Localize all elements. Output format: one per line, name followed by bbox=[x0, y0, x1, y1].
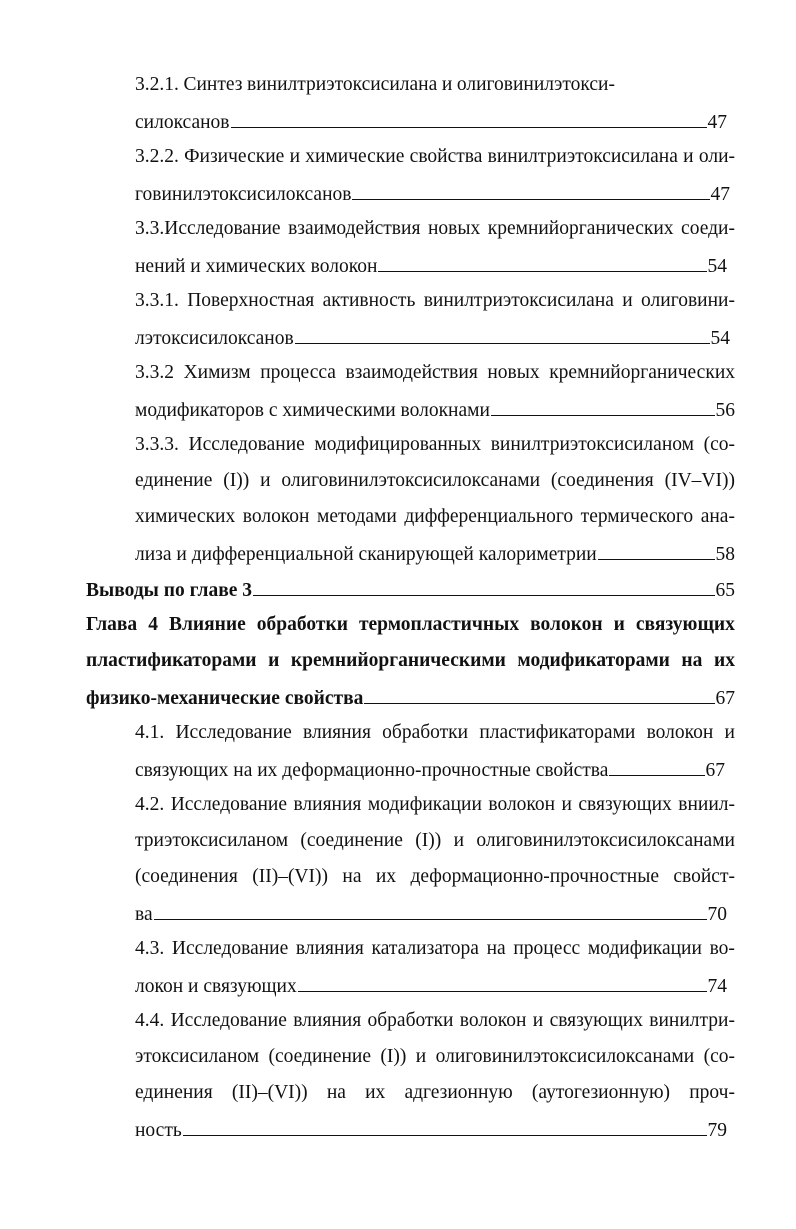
toc-entry[interactable]: модификаторов с химическими волокнами 56 bbox=[135, 396, 735, 424]
toc-entry[interactable]: лэтоксисилоксанов 54 bbox=[135, 324, 730, 352]
word: (со- bbox=[703, 1046, 735, 1067]
word: и bbox=[683, 146, 694, 167]
word: 3.3.2 bbox=[135, 362, 174, 383]
word: пластификаторами bbox=[479, 722, 636, 743]
word: химических bbox=[135, 506, 236, 527]
word: единение bbox=[135, 470, 213, 491]
word: 3.2.1. bbox=[135, 74, 179, 95]
word: единения bbox=[135, 1082, 213, 1103]
dot-leader bbox=[231, 108, 707, 128]
word: олиговинилэтокси- bbox=[456, 74, 615, 95]
word: (соединения bbox=[550, 470, 654, 491]
toc-line bbox=[135, 1044, 735, 1070]
word: волокон bbox=[459, 1010, 527, 1031]
word: (аутогезионную) bbox=[531, 1082, 671, 1103]
toc-line bbox=[135, 504, 735, 530]
toc-line bbox=[135, 720, 735, 746]
word: на bbox=[342, 866, 362, 887]
word: олиговинилэтоксисилоксанами bbox=[435, 1046, 695, 1067]
word: во- bbox=[709, 938, 735, 959]
page-number: 67 bbox=[715, 688, 735, 709]
word: (I)) bbox=[380, 1046, 407, 1067]
dot-leader bbox=[183, 1116, 707, 1136]
word: 4.3. bbox=[135, 938, 165, 959]
word: проч- bbox=[689, 1082, 735, 1103]
chapter-heading-line bbox=[86, 612, 735, 638]
dot-leader bbox=[295, 324, 710, 344]
word: Химизм bbox=[183, 362, 251, 383]
page-number: 74 bbox=[707, 976, 727, 997]
word: и bbox=[441, 74, 453, 95]
page-number: 47 bbox=[710, 184, 730, 205]
word: свойст- bbox=[673, 866, 735, 887]
word: Исследование bbox=[175, 722, 292, 743]
word: Физические bbox=[184, 146, 285, 167]
word: адгезионную bbox=[404, 1082, 513, 1103]
page-number: 54 bbox=[710, 328, 730, 349]
toc-line bbox=[135, 144, 735, 170]
dot-leader bbox=[598, 540, 715, 560]
word: Глава bbox=[86, 614, 138, 635]
word: (I)) bbox=[223, 470, 250, 491]
word: 3.2.2. bbox=[135, 146, 179, 167]
dot-leader bbox=[154, 900, 707, 920]
page-number: 47 bbox=[707, 112, 727, 133]
word: Синтез bbox=[183, 74, 243, 95]
word: влияния bbox=[295, 938, 364, 959]
word: 3.3.3. bbox=[135, 434, 179, 455]
word: свойства bbox=[409, 146, 483, 167]
page-number: 65 bbox=[715, 580, 735, 601]
word: и bbox=[532, 1010, 544, 1031]
word: химические bbox=[305, 146, 405, 167]
toc-line bbox=[135, 432, 735, 458]
toc-line bbox=[135, 792, 735, 818]
toc-line bbox=[135, 288, 735, 314]
word: и bbox=[260, 470, 271, 491]
word: винилтриэтоксисиланом bbox=[490, 434, 694, 455]
word: модификации bbox=[587, 938, 702, 959]
toc-entry-chapter[interactable]: физико-механические свойства 67 bbox=[86, 684, 735, 712]
word: винилтриэтоксисилана bbox=[487, 146, 678, 167]
word: и bbox=[613, 614, 625, 635]
toc-line bbox=[135, 864, 735, 890]
word: взаимодействия bbox=[345, 362, 478, 383]
word: вниил- bbox=[678, 794, 735, 815]
word: и bbox=[453, 830, 465, 851]
word: процесса bbox=[260, 362, 336, 383]
toc-line bbox=[135, 468, 735, 494]
toc-entry[interactable]: ность 79 bbox=[135, 1116, 727, 1144]
toc-line bbox=[135, 72, 615, 98]
toc-entry[interactable]: локон и связующих 74 bbox=[135, 972, 727, 1000]
word: (II)–(VI)) bbox=[231, 1082, 308, 1103]
word: и bbox=[415, 1046, 427, 1067]
toc-entry[interactable]: лиза и дифференциальной сканирующей калориметрии 58 bbox=[135, 540, 735, 568]
word: Исследование bbox=[170, 794, 288, 815]
word: на bbox=[326, 1082, 346, 1103]
chapter-heading-line bbox=[86, 648, 735, 674]
word: и bbox=[724, 722, 735, 743]
word: 3.3.Исследование bbox=[135, 218, 281, 239]
word: кремнийорганических bbox=[549, 362, 735, 383]
toc-line bbox=[135, 360, 735, 386]
word: на bbox=[486, 938, 506, 959]
toc-entry[interactable]: нений и химических волокон 54 bbox=[135, 252, 727, 280]
word: взаимодействия bbox=[288, 218, 421, 239]
word: (со- bbox=[703, 434, 735, 455]
word: новых bbox=[427, 218, 481, 239]
word: 3.3.1. bbox=[135, 290, 179, 311]
word: волокон bbox=[646, 722, 714, 743]
word: 4.1. bbox=[135, 722, 165, 743]
word: влияния bbox=[303, 722, 371, 743]
word: модификации bbox=[367, 794, 482, 815]
dot-leader bbox=[352, 180, 709, 200]
word: олиговини- bbox=[641, 290, 735, 311]
word: активность bbox=[322, 290, 416, 311]
word: и bbox=[268, 650, 280, 671]
dot-leader bbox=[253, 576, 714, 596]
word: обработки bbox=[367, 1010, 454, 1031]
word: волокон bbox=[530, 614, 603, 635]
dot-leader bbox=[364, 684, 714, 704]
word: их bbox=[375, 866, 397, 887]
word: деформационно-прочностные bbox=[410, 866, 659, 887]
word: процесс bbox=[513, 938, 581, 959]
word: (IV–VI)) bbox=[664, 470, 735, 491]
word: олиговинилэтоксисилоксанами bbox=[476, 830, 735, 851]
toc-entry[interactable]: силоксанов 47 bbox=[135, 108, 727, 136]
word: термопластичных bbox=[358, 614, 520, 635]
dot-leader bbox=[491, 396, 715, 416]
toc-line bbox=[135, 216, 735, 242]
word: и bbox=[561, 794, 572, 815]
word: обработки bbox=[382, 722, 469, 743]
word: и bbox=[289, 146, 300, 167]
toc-entry[interactable]: ва 70 bbox=[135, 900, 727, 928]
toc-entry[interactable]: связующих на их деформационно-прочностные свойства 67 bbox=[135, 756, 725, 784]
word: соеди- bbox=[681, 218, 735, 239]
word: 4.4. bbox=[135, 1010, 165, 1031]
word: Исследование bbox=[171, 938, 289, 959]
page-number: 67 bbox=[705, 760, 725, 781]
word: влияния bbox=[293, 794, 362, 815]
word: влияния bbox=[293, 1010, 362, 1031]
word: (соединение bbox=[268, 1046, 371, 1067]
word: связующих bbox=[635, 614, 735, 635]
dot-leader bbox=[609, 756, 704, 776]
page-number: 56 bbox=[715, 400, 735, 421]
word: модификаторами bbox=[517, 650, 670, 671]
word: модифицированных bbox=[314, 434, 482, 455]
toc-line bbox=[135, 828, 735, 854]
page-number: 54 bbox=[707, 256, 727, 277]
word: связующих bbox=[549, 1010, 643, 1031]
word: связующих bbox=[578, 794, 672, 815]
word: пластификаторами bbox=[86, 650, 257, 671]
toc-line bbox=[135, 1008, 735, 1034]
word: этоксисиланом bbox=[135, 1046, 260, 1067]
word: Исследование bbox=[188, 434, 305, 455]
word: (I)) bbox=[415, 830, 442, 851]
word: (соединения bbox=[135, 866, 238, 887]
word: волокон bbox=[242, 506, 310, 527]
toc-entry-chapter-conclusions[interactable]: Выводы по главе 3 65 bbox=[86, 576, 735, 604]
page-number: 70 bbox=[707, 904, 727, 925]
word: винилтриэтоксисилана bbox=[423, 290, 614, 311]
word: обработки bbox=[256, 614, 348, 635]
word: на bbox=[681, 650, 703, 671]
word: катализатора bbox=[371, 938, 479, 959]
word: Влияние bbox=[168, 614, 246, 635]
page-number: 58 bbox=[715, 544, 735, 565]
word: олиговинилэтоксисилоксанами bbox=[281, 470, 541, 491]
page-number: 79 bbox=[707, 1120, 727, 1141]
word: кремнийорганических bbox=[487, 218, 674, 239]
word: термического bbox=[580, 506, 694, 527]
word: кремнийорганическими bbox=[290, 650, 506, 671]
word: новых bbox=[487, 362, 540, 383]
dot-leader bbox=[378, 252, 706, 272]
dot-leader bbox=[298, 972, 707, 992]
word: (II)–(VI)) bbox=[252, 866, 329, 887]
word: волокон bbox=[488, 794, 556, 815]
toc-line bbox=[135, 936, 735, 962]
word: оли- bbox=[698, 146, 735, 167]
word: винилтриэтоксисилана bbox=[247, 74, 438, 95]
toc-line bbox=[135, 1080, 735, 1106]
word: 4 bbox=[148, 614, 158, 635]
word: Исследование bbox=[170, 1010, 287, 1031]
toc-entry[interactable]: говинилэтоксисилоксанов 47 bbox=[135, 180, 730, 208]
word: триэтоксисиланом bbox=[135, 830, 289, 851]
word: Поверхностная bbox=[187, 290, 315, 311]
word: (соединение bbox=[300, 830, 403, 851]
word: методами bbox=[317, 506, 397, 527]
word: их bbox=[714, 650, 735, 671]
word: ана- bbox=[700, 506, 735, 527]
word: винилтри- bbox=[649, 1010, 735, 1031]
word: 4.2. bbox=[135, 794, 165, 815]
word: их bbox=[365, 1082, 386, 1103]
word: дифференциального bbox=[404, 506, 574, 527]
word: и bbox=[622, 290, 633, 311]
